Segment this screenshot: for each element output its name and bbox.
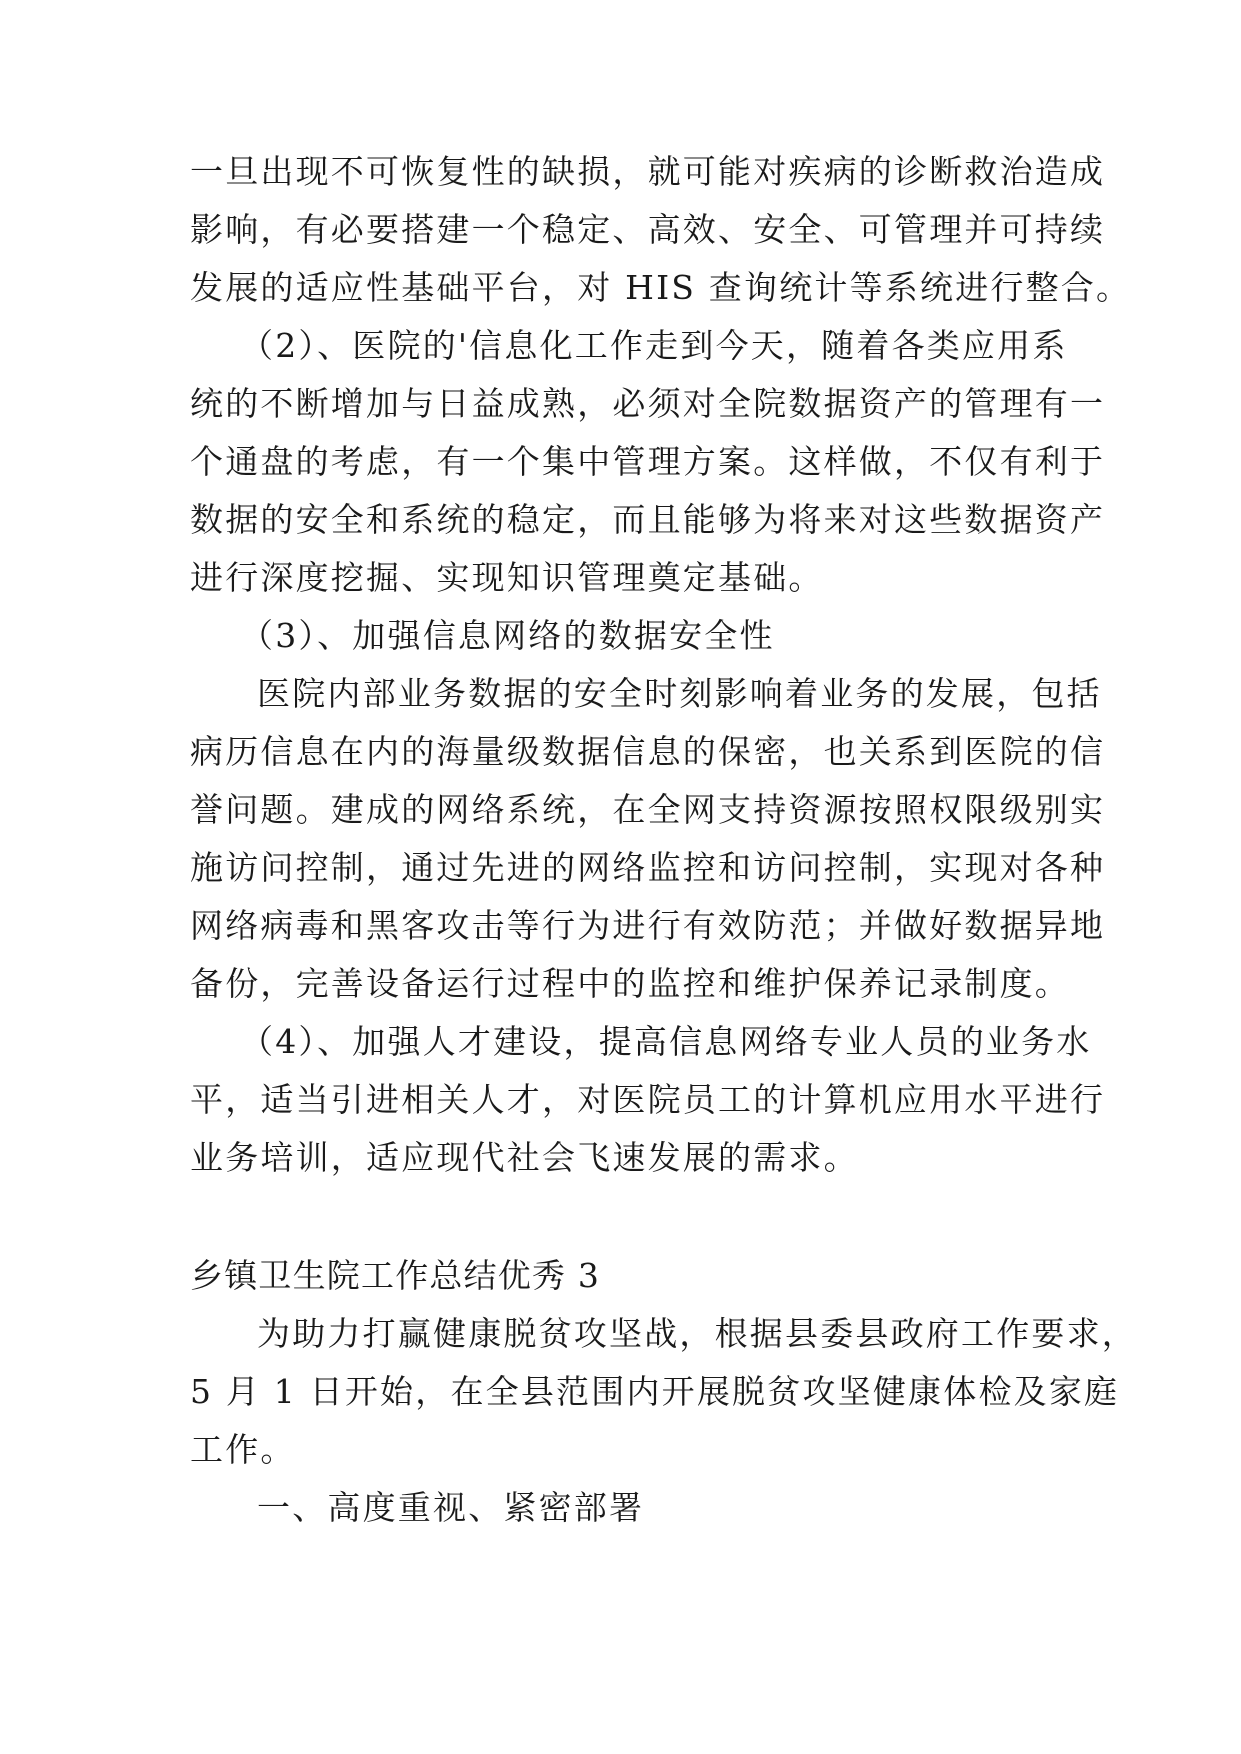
paragraph-line: 一旦出现不可恢复性的缺损，就可能对疾病的诊断救治造成 [190, 152, 1106, 191]
article-title: 乡镇卫生院工作总结优秀 3 [190, 1256, 601, 1295]
paragraph-line: 工作。 [190, 1430, 296, 1469]
paragraph-line: 进行深度挖掘、实现知识管理奠定基础。 [190, 558, 824, 597]
section-heading: 一、高度重视、紧密部署 [257, 1488, 645, 1527]
paragraph-line: 影响，有必要搭建一个稳定、高效、安全、可管理并可持续 [190, 210, 1106, 249]
paragraph-line: 医院内部业务数据的安全时刻影响着业务的发展，包括 [257, 674, 1102, 713]
paragraph-line: 誉问题。建成的网络系统，在全网支持资源按照权限级别实 [190, 790, 1106, 829]
paragraph-line: 平，适当引进相关人才，对医院员工的计算机应用水平进行 [190, 1080, 1106, 1119]
paragraph-line: 业务培训，适应现代社会飞速发展的需求。 [190, 1138, 859, 1177]
paragraph-line: 统的不断增加与日益成熟，必须对全院数据资产的管理有一 [190, 384, 1106, 423]
paragraph-line: （2）、医院的'信息化工作走到今天，随着各类应用系 [240, 326, 1068, 365]
paragraph-line: 个通盘的考虑，有一个集中管理方案。这样做，不仅有利于 [190, 442, 1106, 481]
paragraph-line: 发展的适应性基础平台，对 HIS 查询统计等系统进行整合。 [190, 268, 1132, 307]
paragraph-line: 网络病毒和黑客攻击等行为进行有效防范；并做好数据异地 [190, 906, 1106, 945]
paragraph-line: 病历信息在内的海量级数据信息的保密，也关系到医院的信 [190, 732, 1106, 771]
paragraph-line: （4）、加强人才建设，提高信息网络专业人员的业务水 [240, 1022, 1092, 1061]
paragraph-line: 为助力打赢健康脱贫攻坚战，根据县委县政府工作要求， [257, 1314, 1137, 1353]
paragraph-line: 施访问控制，通过先进的网络监控和访问控制，实现对各种 [190, 848, 1106, 887]
paragraph-line: 备份，完善设备运行过程中的监控和维护保养记录制度。 [190, 964, 1070, 1003]
paragraph-line: 数据的安全和系统的稳定，而且能够为将来对这些数据资产 [190, 500, 1106, 539]
section-heading: （3）、加强信息网络的数据安全性 [240, 616, 775, 655]
paragraph-line: 5 月 1 日开始，在全县范围内开展脱贫攻坚健康体检及家庭 [190, 1372, 1120, 1411]
